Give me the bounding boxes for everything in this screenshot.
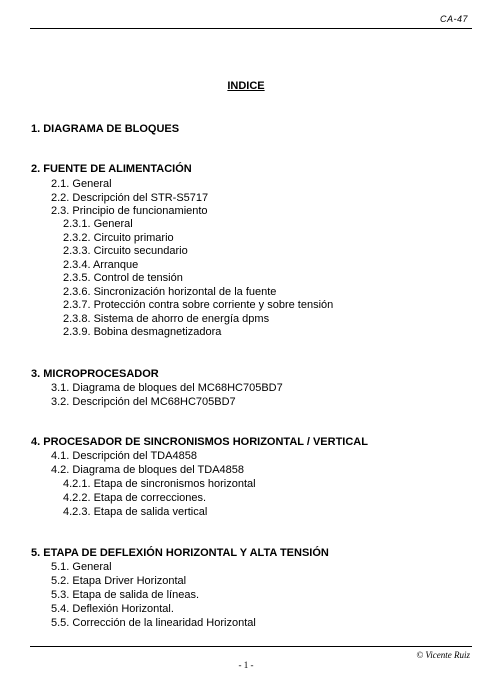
toc-subentry: 2.3.4. Arranque [63, 259, 139, 271]
toc-subentry: 2.3.7. Protección contra sobre corriente y sobre tensión [63, 299, 334, 311]
toc-subentry: 2.3.9. Bobina desmagnetizadora [63, 326, 222, 338]
toc-subentry: 4.2.2. Etapa de correcciones. [63, 492, 207, 504]
footer-divider [30, 646, 472, 647]
toc-subentry: 2.3.8. Sistema de ahorro de energía dpms [63, 313, 270, 325]
section-title: 3. MICROPROCESADOR [31, 368, 159, 380]
toc-subentry: 2.3.6. Sincronización horizontal de la fuente [63, 286, 277, 298]
toc-entry: 5.1. General [51, 561, 112, 573]
section-title: 5. ETAPA DE DEFLEXIÓN HORIZONTAL Y ALTA TENSIÓN [31, 547, 329, 559]
section-title: 4. PROCESADOR DE SINCRONISMOS HORIZONTAL / VERTICAL [31, 436, 368, 448]
toc-entry: 2.1. General [51, 178, 112, 190]
toc-entry: 5.5. Corrección de la linearidad Horizontal [51, 617, 256, 629]
section-title: 2. FUENTE DE ALIMENTACIÓN [31, 163, 192, 175]
toc-subentry: 4.2.3. Etapa de salida vertical [63, 506, 208, 518]
toc-entry: 4.2. Diagrama de bloques del TDA4858 [51, 464, 245, 476]
header-divider [30, 28, 472, 29]
section-title: 1. DIAGRAMA DE BLOQUES [31, 123, 180, 135]
toc-entry: 5.4. Deflexión Horizontal. [51, 603, 174, 615]
toc-subentry: 2.3.1. General [63, 218, 133, 230]
toc-entry: 4.1. Descripción del TDA4858 [51, 450, 197, 462]
toc-subentry: 2.3.3. Circuito secundario [63, 245, 188, 257]
page-code: CA-47 [439, 14, 468, 24]
toc-entry: 3.2. Descripción del MC68HC705BD7 [51, 396, 236, 408]
toc-entry: 2.2. Descripción del STR-S5717 [51, 192, 209, 204]
toc-subentry: 2.3.2. Circuito primario [63, 232, 174, 244]
index-title: INDICE [227, 80, 265, 92]
toc-entry: 5.2. Etapa Driver Horizontal [51, 575, 187, 587]
toc-subentry: 4.2.1. Etapa de sincronismos horizontal [63, 478, 256, 490]
toc-subentry: 2.3.5. Control de tensión [63, 272, 183, 284]
toc-entry: 3.1. Diagrama de bloques del MC68HC705BD7 [51, 382, 283, 394]
page-number: - 1 - [238, 660, 254, 670]
toc-entry: 2.3. Principio de funcionamiento [51, 205, 208, 217]
toc-entry: 5.3. Etapa de salida de líneas. [51, 589, 199, 601]
author-credit: © Vicente Ruiz [416, 650, 470, 660]
